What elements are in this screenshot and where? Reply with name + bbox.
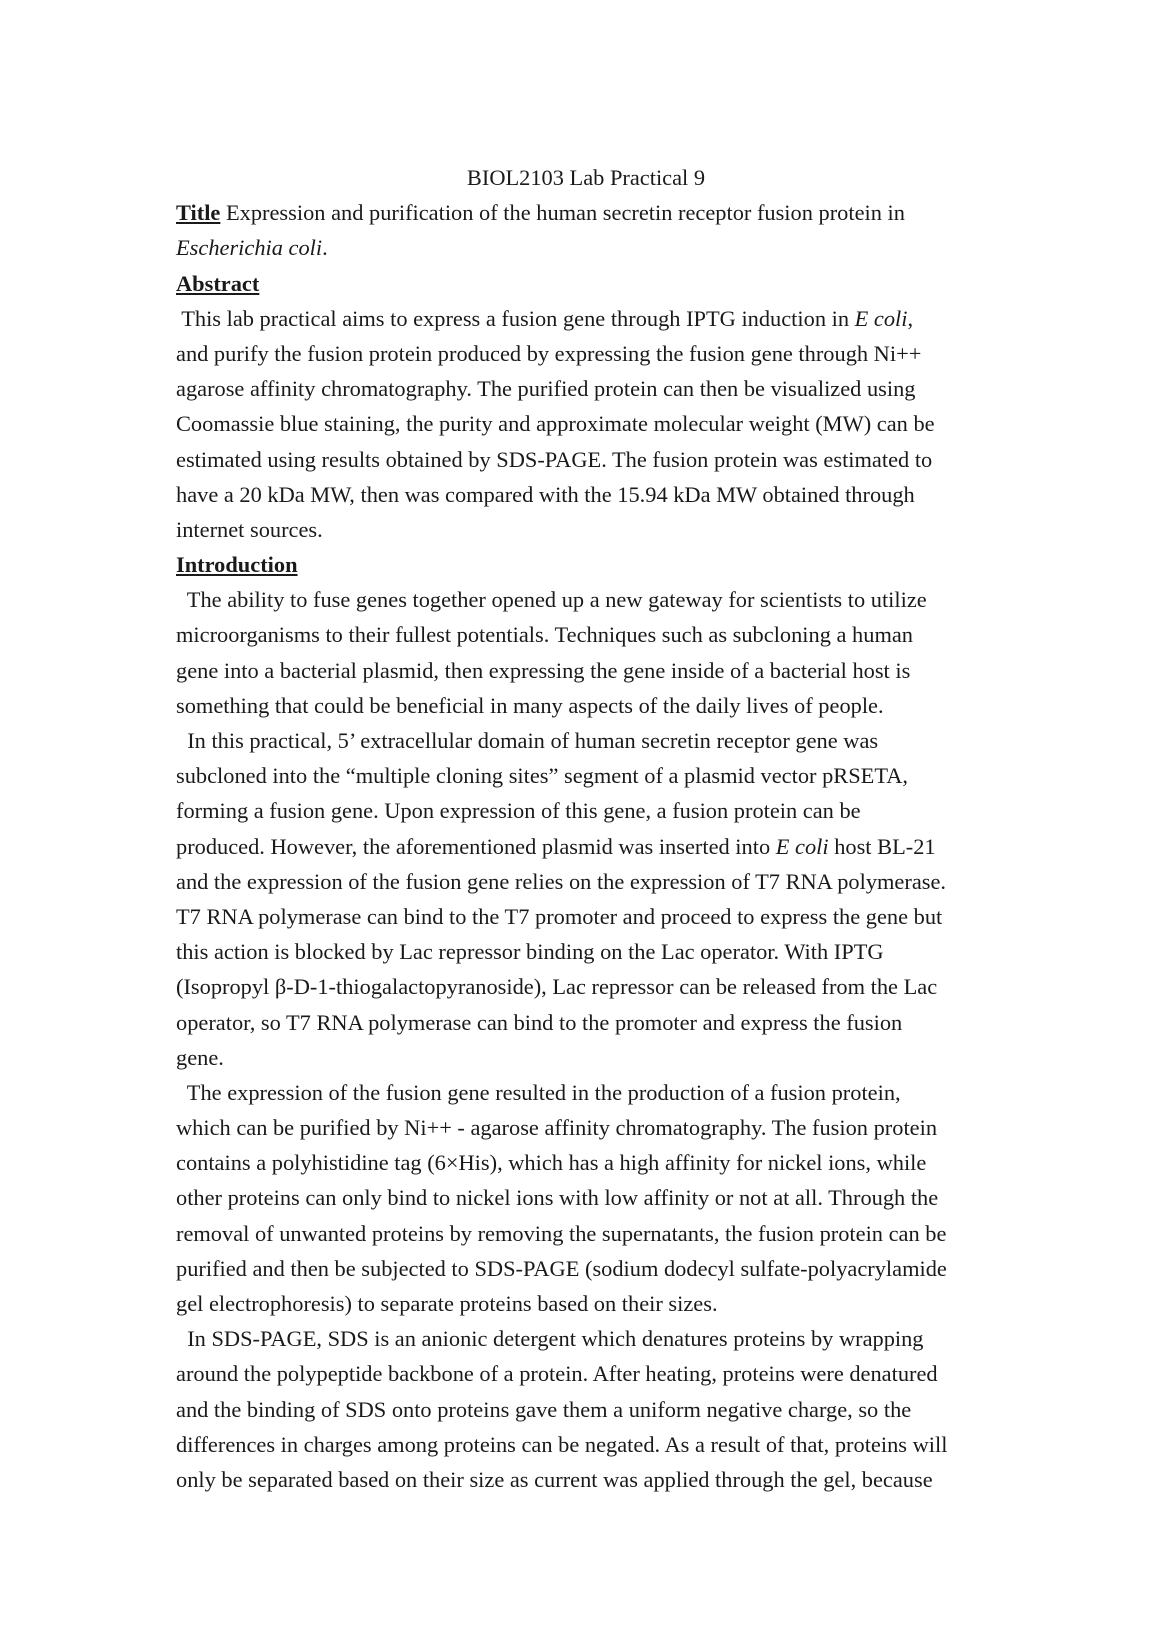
intro-p2-line: produced. However, the aforementioned plasmid was inserted into E coli host BL-21 xyxy=(176,833,936,859)
intro-p4-line: around the polypeptide backbone of a protein. After heating, proteins were denatured xyxy=(176,1361,938,1387)
intro-p3-line: removal of unwanted proteins by removing the supernatants, the fusion protein can be xyxy=(176,1220,947,1246)
intro-p3-line: The expression of the fusion gene resulted in the production of a fusion protein, xyxy=(176,1079,901,1105)
intro-p2-line: gene. xyxy=(176,1044,224,1070)
intro-p2-line: subcloned into the “multiple cloning sites” segment of a plasmid vector pRSETA, xyxy=(176,763,908,789)
intro-p2-line: operator, so T7 RNA polymerase can bind to the promoter and express the fusion xyxy=(176,1009,903,1035)
document-page xyxy=(176,160,996,1497)
abstract-heading: Abstract xyxy=(176,270,260,296)
intro-p2-line: forming a fusion gene. Upon expression of this gene, a fusion protein can be xyxy=(176,798,861,824)
title-line-1 xyxy=(176,195,996,230)
abstract-line: have a 20 kDa MW, then was compared with the 15.94 kDa MW obtained through xyxy=(176,481,915,507)
title-organism: Escherichia coli xyxy=(176,235,323,261)
abstract-line: Coomassie blue staining, the purity and approximate molecular weight (MW) can be xyxy=(176,411,935,437)
intro-p3-line: purified and then be subjected to SDS-PAGE (sodium dodecyl sulfate-polyacrylamide xyxy=(176,1255,947,1281)
intro-p1-line: gene into a bacterial plasmid, then expressing the gene inside of a bacterial host is xyxy=(176,657,911,683)
intro-p1-line: something that could be beneficial in many aspects of the daily lives of people. xyxy=(176,692,884,718)
intro-p3-line: gel electrophoresis) to separate proteins based on their sizes. xyxy=(176,1291,718,1316)
abstract-line: internet sources. xyxy=(176,516,323,542)
intro-p2-line: (Isopropyl β-D-1-thiogalactopyranoside), Lac repressor can be released from the Lac xyxy=(176,974,938,1000)
intro-p1-line: microorganisms to their fullest potentials. Techniques such as subcloning a human xyxy=(176,622,913,648)
title-line-2: Escherichia coli. xyxy=(176,235,328,261)
intro-p4-line: and the binding of SDS onto proteins gave them a uniform negative charge, so the xyxy=(176,1396,912,1422)
intro-p2-line: In this practical, 5’ extracellular domain of human secretin receptor gene was xyxy=(176,728,879,753)
intro-p4-line: In SDS-PAGE, SDS is an anionic detergent which denatures proteins by wrapping xyxy=(176,1326,924,1352)
intro-p4-line: differences in charges among proteins can be negated. As a result of that, proteins will xyxy=(176,1431,948,1457)
title-label: Title xyxy=(176,200,221,226)
abstract-line: and purify the fusion protein produced by expressing the fusion gene through Ni++ xyxy=(176,340,922,366)
intro-p4-line: only be separated based on their size as current was applied through the gel, because xyxy=(176,1466,933,1492)
intro-p2-line: and the expression of the fusion gene relies on the expression of T7 RNA polymerase. xyxy=(176,868,947,894)
title-text: Expression and purification of the human secretin receptor fusion protein in xyxy=(220,200,905,226)
intro-p3-line: other proteins can only bind to nickel ions with low affinity or not at all. Through the xyxy=(176,1185,939,1211)
introduction-heading: Introduction xyxy=(176,552,298,578)
intro-p1-line: The ability to fuse genes together opened up a new gateway for scientists to utilize xyxy=(176,587,927,613)
intro-p3-line: which can be purified by Ni++ - agarose affinity chromatography. The fusion protein xyxy=(176,1115,938,1141)
intro-p2-line: this action is blocked by Lac repressor binding on the Lac operator. With IPTG xyxy=(176,939,884,965)
abstract-line: estimated using results obtained by SDS-PAGE. The fusion protein was estimated to xyxy=(176,446,933,472)
intro-p3-line: contains a polyhistidine tag (6×His), which has a high affinity for nickel ions, while xyxy=(176,1150,927,1176)
intro-p2-line: T7 RNA polymerase can bind to the T7 promoter and proceed to express the gene but xyxy=(176,903,943,929)
abstract-line: This lab practical aims to express a fusion gene through IPTG induction in E coli, xyxy=(176,305,914,331)
document-title: BIOL2103 Lab Practical 9 xyxy=(466,165,706,190)
abstract-line: agarose affinity chromatography. The purified protein can then be visualized using xyxy=(176,376,916,402)
